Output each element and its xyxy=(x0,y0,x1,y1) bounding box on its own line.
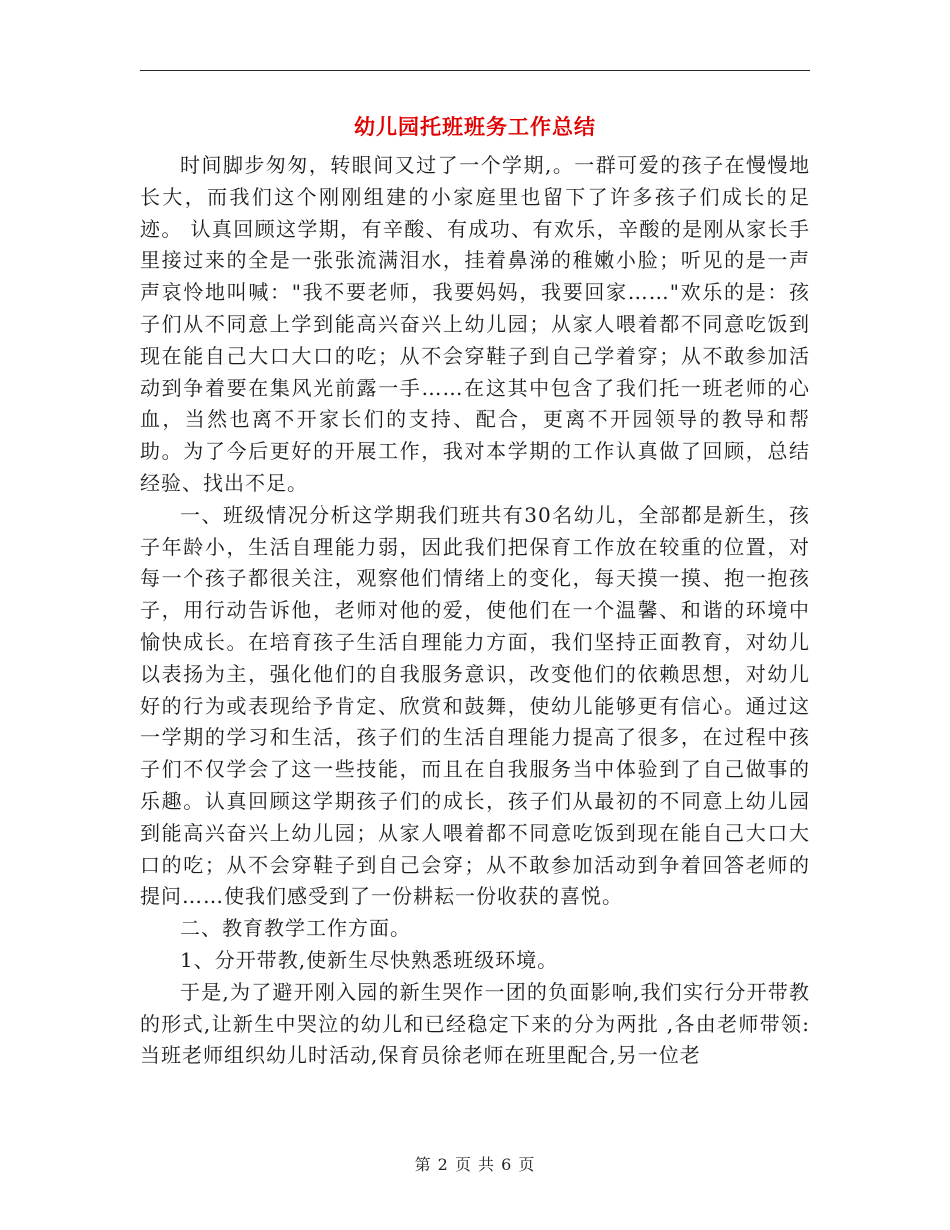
document-body xyxy=(140,150,810,1072)
header-rule xyxy=(140,70,810,71)
paragraph-separate-teaching: 于是,为了避开刚入园的新生哭作一团的负面影响,我们实行分开带教的形式,让新生中哭泣的幼儿和已经稳定下来的分为两批 ,各由老师带领:当班老师组织幼儿时活动,保育员徐老师在班里配合,另一位老 xyxy=(140,979,810,1068)
paragraph-subheading-1: 1、分开带教,使新生尽快熟悉班级环境。 xyxy=(180,947,559,972)
paragraph-intro: 时间脚步匆匆，转眼间又过了一个学期,。一群可爱的孩子在慢慢地长大，而我们这个刚刚组建的小家庭里也留下了许多孩子们成长的足迹。 认真回顾这学期，有辛酸、有成功、有欢乐，辛酸的是刚从家长手里接过来的全是一张张流满泪水，挂着鼻涕的稚嫩小脸；听见的是一声声哀怜地叫喊："我不要老师，我要妈妈，我要回家……"欢乐的是：孩子们从不同意上学到能高兴奋兴上幼儿园；从家人喂着都不同意吃饭到现在能自己大口大口的吃；从不会穿鞋子到自己学着穿；从不敢参加活动到争着要在集风光前露一手……在这其中包含了我们托一班老师的心血，当然也离不开家长们的支持、配合，更离不开园领导的教导和帮助。为了今后更好的开展工作，我对本学期的工作认真做了回顾，总结经验、找出不足。 xyxy=(140,153,810,495)
page-number-footer: 第 2 页 共 6 页 xyxy=(414,1155,536,1174)
paragraph-class-analysis: 一、班级情况分析这学期我们班共有30名幼儿，全部都是新生，孩子年龄小，生活自理能力弱，因此我们把保育工作放在较重的位置，对每一个孩子都很关注，观察他们情绪上的变化，每天摸一摸、抱一抱孩子，用行动告诉他，老师对他的爱，使他们在一个温馨、和谐的环境中愉快成长。在培育孩子生活自理能力方面，我们坚持正面教育，对幼儿以表扬为主，强化他们的自我服务意识，改变他们的依赖思想，对幼儿好的行为或表现给予肯定、欣赏和鼓舞，使幼儿能够更有信心。通过这一学期的学习和生活，孩子们的生活自理能力提高了很多，在过程中孩子们不仅学会了这一些技能，而且在自我服务当中体验到了自己做事的乐趣。认真回顾这学期孩子们的成长，孩子们从最初的不同意上幼儿园到能高兴奋兴上幼儿园；从家人喂着都不同意吃饭到现在能自己大口大口的吃；从不会穿鞋子到自己会穿；从不敢参加活动到争着回答老师的提问……使我们感受到了一份耕耘一份收获的喜悦。 xyxy=(140,502,810,909)
paragraph-teaching-heading: 二、教育教学工作方面。 xyxy=(180,916,411,941)
document-title: 幼儿园托班班务工作总结 xyxy=(354,114,596,139)
